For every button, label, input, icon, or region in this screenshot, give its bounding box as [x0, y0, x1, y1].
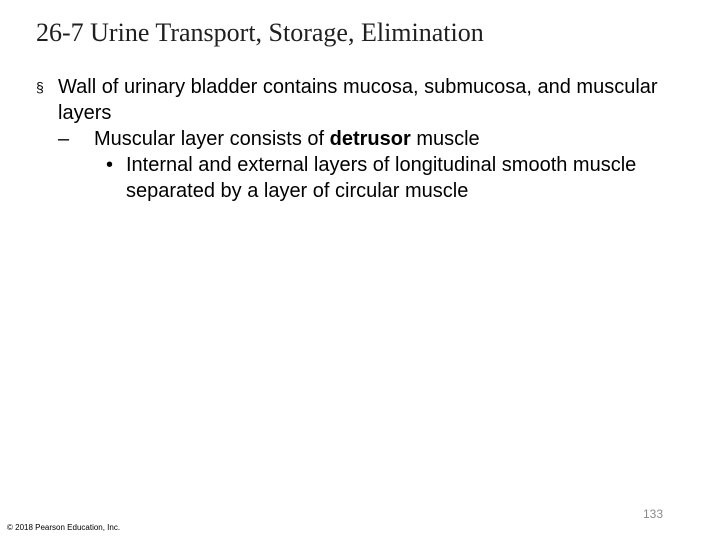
dash-bullet-icon: – — [58, 128, 70, 150]
copyright-notice: © 2018 Pearson Education, Inc. — [7, 523, 121, 532]
bullet-level-3-text: Internal and external layers of longitudinal smooth muscle separated by a layer of circular muscle — [126, 154, 637, 202]
bullet-level-2-text-start: Muscular layer consists of — [94, 128, 330, 150]
page-number: 133 — [642, 507, 663, 521]
bullet-level-2-text-end: muscle — [410, 128, 480, 150]
bullet-level-2-bold-term: detrusor — [329, 128, 411, 150]
bullet-level-1-text: Wall of urinary bladder contains mucosa, submucosa, and muscular layers — [58, 76, 658, 124]
bullet-list — [36, 74, 686, 204]
dot-bullet-icon: • — [106, 154, 114, 176]
bullet-level-3 — [36, 152, 686, 204]
bullet-level-1 — [36, 74, 686, 126]
section-bullet-icon: § — [36, 79, 44, 95]
bullet-level-2 — [36, 126, 686, 152]
slide-title: 26-7 Urine Transport, Storage, Elimination — [36, 18, 484, 47]
